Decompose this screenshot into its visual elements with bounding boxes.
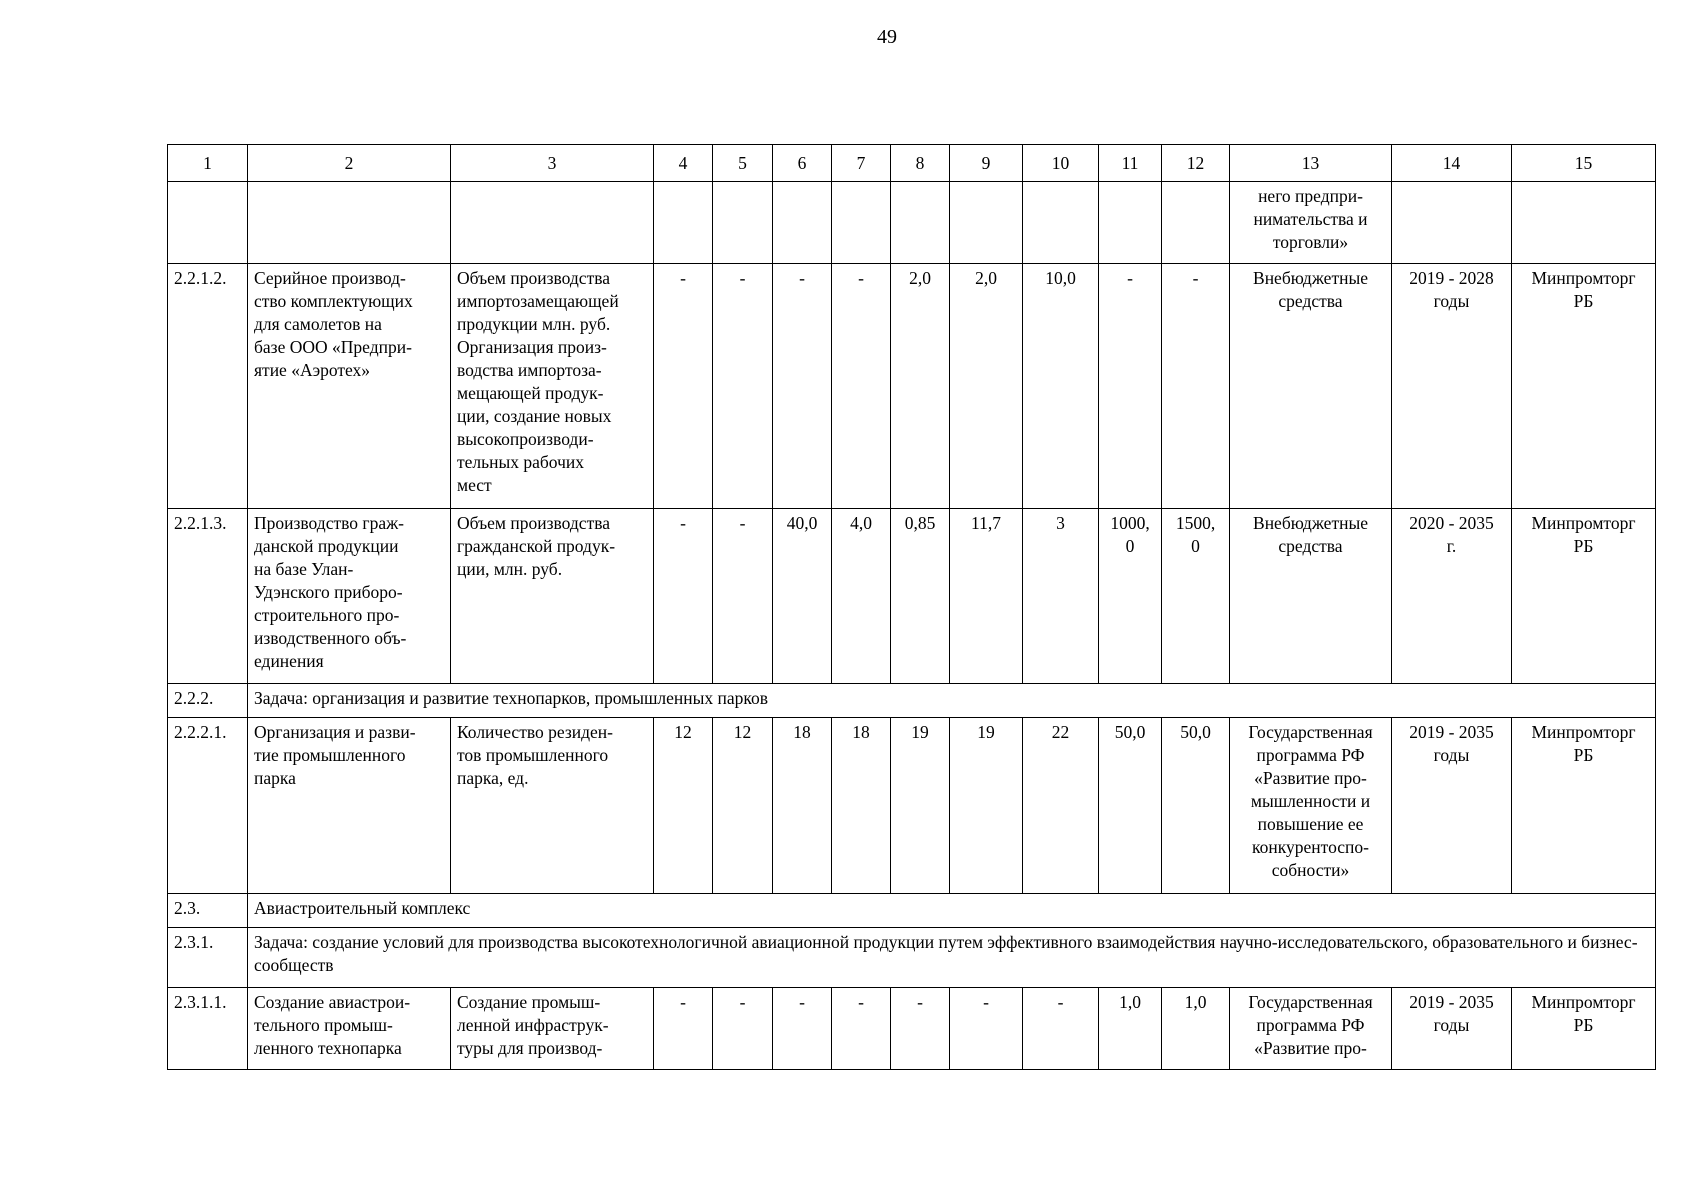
value-cell: -: [713, 988, 773, 1070]
value-cell: -: [654, 988, 713, 1070]
value-cell: -: [773, 988, 832, 1070]
funding-source-cell: Внебюджетные средства: [1230, 264, 1392, 509]
section-heading: Авиастроительный комплекс: [248, 894, 1656, 928]
value-cell: 12: [654, 718, 713, 894]
value-cell: 0,85: [891, 509, 950, 684]
executor-cell: Минпромторг РБ: [1512, 509, 1656, 684]
column-number: 3: [451, 145, 654, 182]
table-cell: [168, 182, 248, 264]
value-cell: 2,0: [891, 264, 950, 509]
row-code: 2.2.1.3.: [168, 509, 248, 684]
table-cell: [1512, 182, 1656, 264]
table-row: [168, 509, 1656, 684]
table-cell: [713, 182, 773, 264]
value-cell: 18: [773, 718, 832, 894]
measure-name: Серийное производ- ство комплектующих для самолетов на базе ООО «Предпри- ятие «Аэротех»: [248, 264, 451, 509]
column-number: 6: [773, 145, 832, 182]
period-cell: 2019 - 2028 годы: [1392, 264, 1512, 509]
funding-source-cell: Государственная программа РФ «Развитие про-: [1230, 988, 1392, 1070]
column-number: 2: [248, 145, 451, 182]
task-heading: Задача: создание условий для производства высокотехнологичной авиационной продукции путем эффективного взаимодействия научно-исследовательского, образовательного и бизнес-сообществ: [248, 928, 1656, 988]
measure-name: Производство граж- данской продукции на базе Улан- Удэнского приборо- строительного про- изводственного объ- единения: [248, 509, 451, 684]
column-number-row: [168, 145, 1656, 182]
table-row: [168, 928, 1656, 988]
period-cell: 2019 - 2035 годы: [1392, 988, 1512, 1070]
value-cell: 1,0: [1099, 988, 1162, 1070]
indicator-text: Объем производства импортозамещающей продукции млн. руб. Организация произ- водства импортоза- мещающей продук- ции, создание новых высокопроизводи- тельных рабочих мест: [451, 264, 654, 509]
value-cell: 19: [950, 718, 1023, 894]
column-number: 14: [1392, 145, 1512, 182]
value-cell: -: [713, 264, 773, 509]
table-cell: [950, 182, 1023, 264]
value-cell: 50,0: [1162, 718, 1230, 894]
funding-source-cell: Внебюджетные средства: [1230, 509, 1392, 684]
indicator-text: Объем производства гражданской продук- ции, млн. руб.: [451, 509, 654, 684]
row-code: 2.2.1.2.: [168, 264, 248, 509]
period-cell: 2019 - 2035 годы: [1392, 718, 1512, 894]
table-cell: [1099, 182, 1162, 264]
table-cell: [1162, 182, 1230, 264]
value-cell: -: [654, 509, 713, 684]
value-cell: -: [950, 988, 1023, 1070]
table-cell: [832, 182, 891, 264]
value-cell: -: [1023, 988, 1099, 1070]
value-cell: 12: [713, 718, 773, 894]
value-cell: 1,0: [1162, 988, 1230, 1070]
value-cell: 40,0: [773, 509, 832, 684]
table-cell: [891, 182, 950, 264]
indicator-text: Создание промыш- ленной инфраструк- туры для производ-: [451, 988, 654, 1070]
value-cell: 2,0: [950, 264, 1023, 509]
value-cell: 11,7: [950, 509, 1023, 684]
table-cell: [773, 182, 832, 264]
period-cell: 2020 - 2035 г.: [1392, 509, 1512, 684]
column-number: 9: [950, 145, 1023, 182]
value-cell: -: [832, 988, 891, 1070]
funding-source-cell: него предпри- нимательства и торговли»: [1230, 182, 1392, 264]
value-cell: 1500, 0: [1162, 509, 1230, 684]
column-number: 13: [1230, 145, 1392, 182]
value-cell: 50,0: [1099, 718, 1162, 894]
value-cell: 1000, 0: [1099, 509, 1162, 684]
value-cell: 19: [891, 718, 950, 894]
row-code: 2.3.1.: [168, 928, 248, 988]
table-cell: [248, 182, 451, 264]
table-cell: [451, 182, 654, 264]
value-cell: 4,0: [832, 509, 891, 684]
value-cell: 3: [1023, 509, 1099, 684]
measure-name: Организация и разви- тие промышленного парка: [248, 718, 451, 894]
table-row: [168, 182, 1656, 264]
table-row: [168, 988, 1656, 1070]
indicator-text: Количество резиден- тов промышленного парка, ед.: [451, 718, 654, 894]
value-cell: -: [1099, 264, 1162, 509]
table-cell: [1023, 182, 1099, 264]
table-row: [168, 894, 1656, 928]
task-heading: Задача: организация и развитие технопарков, промышленных парков: [248, 684, 1656, 718]
column-number: 8: [891, 145, 950, 182]
column-number: 10: [1023, 145, 1099, 182]
column-number: 12: [1162, 145, 1230, 182]
table-row: [168, 264, 1656, 509]
column-number: 11: [1099, 145, 1162, 182]
column-number: 1: [168, 145, 248, 182]
table-row: [168, 718, 1656, 894]
column-number: 5: [713, 145, 773, 182]
value-cell: 22: [1023, 718, 1099, 894]
value-cell: -: [713, 509, 773, 684]
executor-cell: Минпромторг РБ: [1512, 988, 1656, 1070]
row-code: 2.3.: [168, 894, 248, 928]
value-cell: -: [832, 264, 891, 509]
table-cell: [654, 182, 713, 264]
row-code: 2.2.2.: [168, 684, 248, 718]
value-cell: -: [773, 264, 832, 509]
page-number: 49: [877, 26, 897, 48]
row-code: 2.2.2.1.: [168, 718, 248, 894]
funding-source-cell: Государственная программа РФ «Развитие про- мышленности и повышение ее конкурентоспо- собности»: [1230, 718, 1392, 894]
value-cell: 18: [832, 718, 891, 894]
value-cell: -: [1162, 264, 1230, 509]
measure-name: Создание авиастрои- тельного промыш- ленного технопарка: [248, 988, 451, 1070]
row-code: 2.3.1.1.: [168, 988, 248, 1070]
executor-cell: Минпромторг РБ: [1512, 264, 1656, 509]
column-number: 15: [1512, 145, 1656, 182]
table-row: [168, 684, 1656, 718]
column-number: 4: [654, 145, 713, 182]
executor-cell: Минпромторг РБ: [1512, 718, 1656, 894]
program-table: [167, 144, 1656, 1070]
value-cell: -: [654, 264, 713, 509]
value-cell: 10,0: [1023, 264, 1099, 509]
column-number: 7: [832, 145, 891, 182]
table-cell: [1392, 182, 1512, 264]
value-cell: -: [891, 988, 950, 1070]
